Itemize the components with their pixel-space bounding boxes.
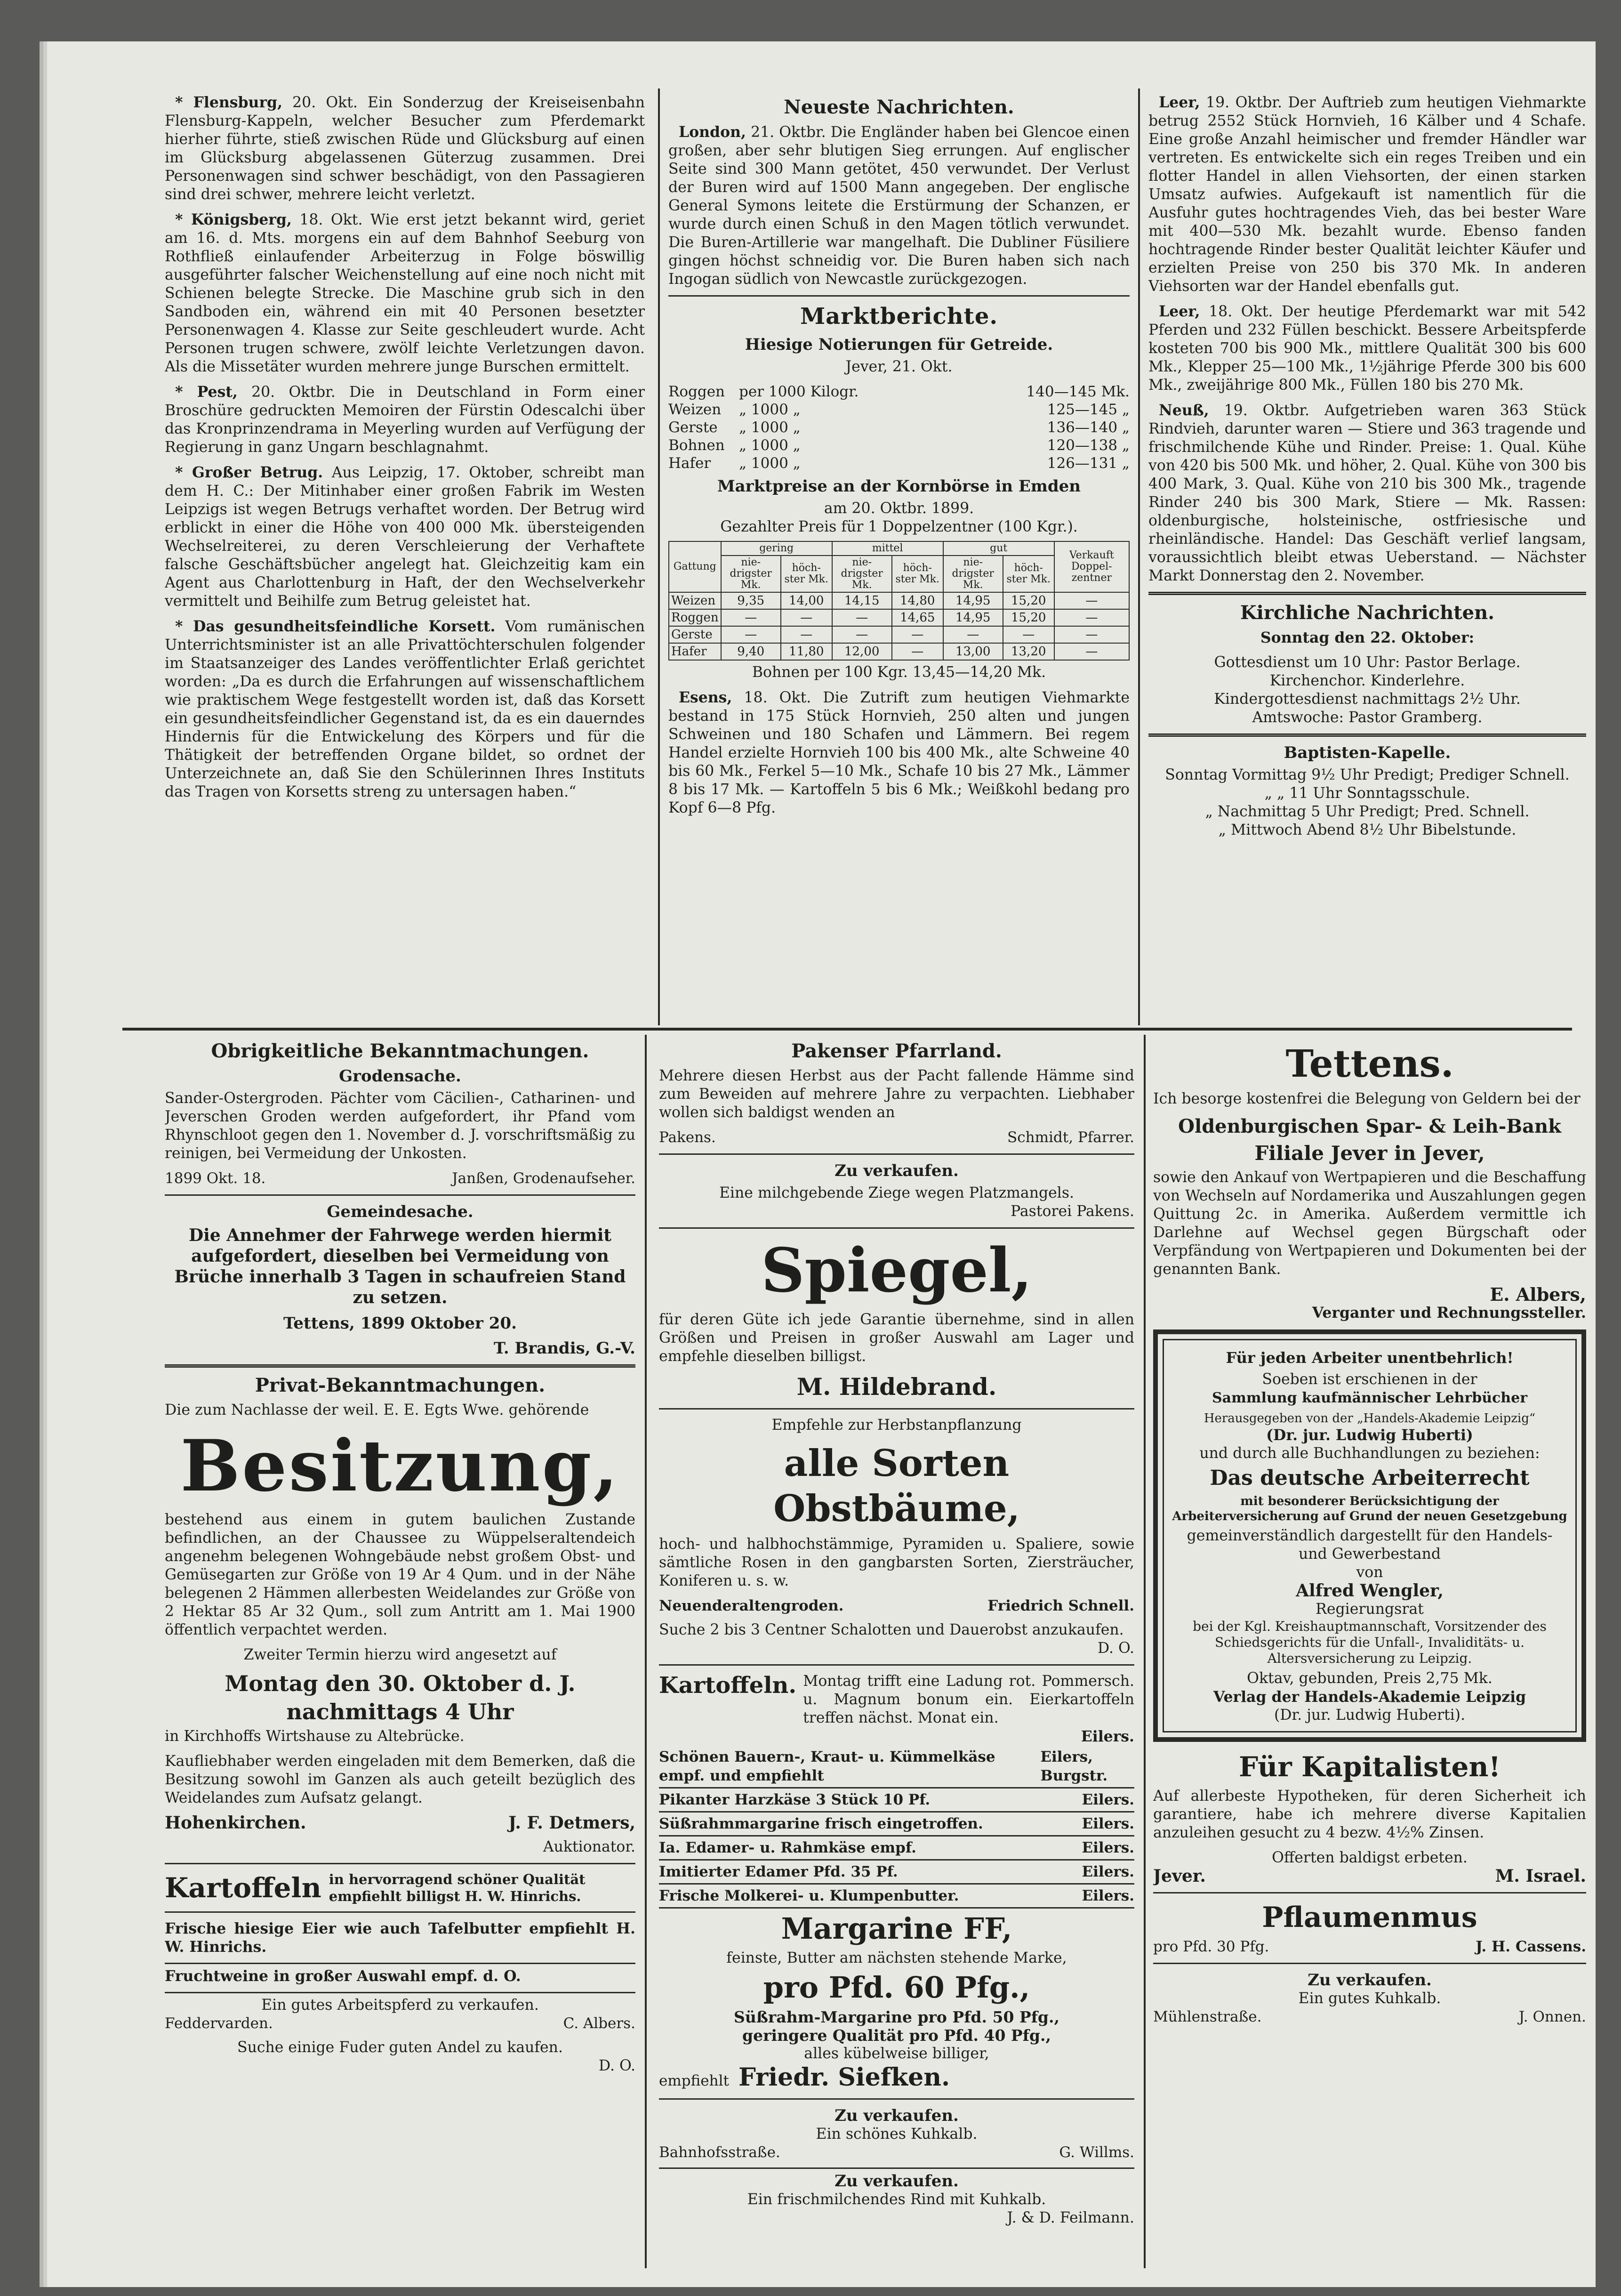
table-cell: — bbox=[832, 609, 892, 626]
grain-row bbox=[668, 401, 1130, 419]
tettens-text: Ich besorge kostenfrei die Belegung von Geldern bei der bbox=[1153, 1090, 1581, 1107]
ziege-text: Eine milchgebende Ziege wegen Platzmangels. bbox=[719, 1184, 1075, 1201]
termin-intro: Zweiter Termin hierzu wird angesetzt auf bbox=[243, 1646, 557, 1663]
gemeinde-heading: Gemeindesache. bbox=[327, 1202, 473, 1221]
markt-heading: Marktberichte. bbox=[800, 303, 998, 330]
privat-heading: Privat-Bekanntmachungen. bbox=[255, 1374, 546, 1396]
emden-heading: Marktpreise an der Kornbörse in Emden bbox=[717, 477, 1081, 496]
neueste-heading: Neueste Nachrichten. bbox=[784, 96, 1014, 118]
kapital-signature: Jever. M. Israel. bbox=[1153, 1866, 1586, 1886]
kartoffel-text: Montag trifft eine Ladung rot. Pommersch. u. Magnum bonum ein. Eierkartoffeln treffen nächst. Monat ein. bbox=[803, 1673, 1134, 1726]
pflaumen-headline: Pflaumenmus bbox=[1262, 1901, 1477, 1934]
kartoffeln-text: in hervorragend schöner Qualität empfiehlt billigst H. W. Hinrichs. bbox=[329, 1871, 586, 1904]
kartoffeln-ad bbox=[165, 1871, 635, 1905]
table-cell-gattung: Gerste bbox=[669, 626, 721, 643]
box-line-2: Sammlung kaufmännischer Lehrbücher bbox=[1212, 1390, 1528, 1406]
grain-name: Weizen bbox=[668, 401, 722, 418]
kirch-lines-line: Kindergottesdienst nachmittags 2½ Uhr. bbox=[1214, 691, 1521, 708]
grain-unit: „ 1000 „ bbox=[739, 455, 801, 472]
divider bbox=[659, 1664, 1134, 1666]
table-cell: 15,20 bbox=[1003, 592, 1054, 609]
divider bbox=[659, 1227, 1134, 1229]
table-head-low: nie-drigster Mk. bbox=[832, 556, 892, 592]
ads-column-1 bbox=[165, 1037, 635, 2271]
besitz-text: bestehend aus einem in gutem baulichen Zustande befindlichen, an der Chaussee zu Wüppelseraltendeich angenehm belegenen Wohngebäude nebst großem Obst- und Gemüsegarten zur Größe von 19 Ar 4 Qum. und in der Nähe belegenen 2 Hämmen allerbesten Weidelandes zur Größe von 2 Hektar 85 Ar 32 Qum., soll zum Antritt am 1. Mai 1900 öffentlich verpachtet werden. bbox=[165, 1511, 635, 1638]
news-flensburg: * Flensburg, 20. Okt. Ein Sonderzug der Kreiseisenbahn Flensburg-Kappeln, welcher Besucher zum Pferdemarkt hierher führte, stieß zwischen Rüde und Glücksburg auf einen im Glücksburg abgelassenen Güterzug zusammen. Drei Personenwagen sind schwer beschädigt, von den Passagieren sind drei schwer, mehrere leicht verletzt. bbox=[165, 94, 645, 203]
grain-unit: „ 1000 „ bbox=[739, 401, 801, 418]
margarine-line-2: Süßrahm-Margarine pro Pfd. 50 Pfg., bbox=[734, 2008, 1059, 2026]
ziege-signature: Pastorei Pakens. bbox=[1011, 1203, 1134, 1220]
grain-price: 126—131 „ bbox=[1047, 455, 1130, 472]
margarine-line-4: alles kübelweise billiger, bbox=[804, 2045, 989, 2062]
box-line-5: und durch alle Buchhandlungen zu beziehen: bbox=[1199, 1445, 1540, 1462]
table-cell: 15,20 bbox=[1003, 609, 1054, 626]
table-head-high: höch-ster Mk. bbox=[781, 556, 832, 592]
kartoffel-signature: Eilers. bbox=[1081, 1728, 1134, 1745]
box-line-6: mit besonderer Berücksichtigung der Arbeiterversicherung auf Grund der neuen Gesetzgebung bbox=[1172, 1494, 1567, 1523]
grain-unit: „ 1000 „ bbox=[739, 437, 801, 454]
news-betrug: * Großer Betrug. Aus Leipzig, 17. Oktober, schreibt man dem H. C.: Der Mitinhaber einer großen Fabrik im Westen Leipzigs ist wegen Betrugs verhaftet worden. Der Betrug wird erblickt in einer die Höhe von 400 000 Mk. übersteigenden Wechselreiterei, zu deren Verschleierung der Verhaftete falsche Geschäftsbücher angelegt hat. Gleichzeitig kam ein Agent aus Charlottenburg in Haft, der den Wechselverkehr vermittelt und Beihilfe zum Betrug geleistet hat. bbox=[165, 464, 645, 610]
news-column-3 bbox=[1148, 93, 1586, 1023]
table-cell-gattung: Weizen bbox=[669, 592, 721, 609]
pferd-ad: Ein gutes Arbeitspferd zu verkaufen. bbox=[261, 1997, 539, 2014]
newspaper-page bbox=[47, 41, 1596, 2287]
schalotten-signature: D. O. bbox=[1097, 1640, 1134, 1657]
box-line-7: gemeinverständlich dargestellt für den Handels- und Gewerbestand bbox=[1187, 1527, 1553, 1563]
margarine-headline: Margarine FF, bbox=[781, 1911, 1012, 1946]
news-pest: * Pest, 20. Oktbr. Die in Deutschland in Form einer Broschüre gedruckten Memoiren der Fürstin Odescalchi über das Kronprinzendrama in Meyerling wurden auf Verfügung der Regierung in ganz Ungarn beschlagnahmt. bbox=[165, 383, 645, 456]
termin-place: in Kirchhoffs Wirtshause zu Altebrücke. bbox=[165, 1728, 465, 1745]
column-rule-1 bbox=[658, 89, 660, 1025]
box-title: Das deutsche Arbeiterrecht bbox=[1210, 1466, 1530, 1490]
harz-ad: Pikanter Harzkäse 3 Stück 10 Pf. Eilers. bbox=[659, 1788, 1134, 1813]
grain-name: Hafer bbox=[668, 455, 711, 472]
table-head-gattung: Gattung bbox=[669, 541, 721, 592]
kapital-line-2: Offerten baldigst erbeten. bbox=[1272, 1849, 1468, 1866]
baptist-lines-line: „ „ 11 Uhr Sonntagsschule. bbox=[1264, 785, 1470, 802]
table-head-high: höch-ster Mk. bbox=[1003, 556, 1054, 592]
table-head-low: nie-drigster Mk. bbox=[943, 556, 1003, 592]
table-cell: — bbox=[1054, 626, 1129, 643]
obst-intro: Empfehle zur Herbstanpflanzung bbox=[771, 1417, 1022, 1434]
emden-subtitle: Gezahlter Preis für 1 Doppelzentner (100 Kgr.). bbox=[720, 518, 1078, 535]
baptist-lines-line: „ Nachmittag 5 Uhr Predigt; Pred. Schnell. bbox=[1205, 803, 1530, 820]
bank-role: Verganter und Rechnungssteller. bbox=[1312, 1304, 1586, 1321]
news-esens: Esens, 18. Okt. Die Zutrift zum heutigen Viehmarkte bestand in 175 Stück Hornvieh, 250 alten und jungen Schweinen und 180 Schafen und Lämmern. Bei regem Handel erzielte Hornvieh 100 bis 400 Mk., alte Schweine 40 bis 60 Mk., Ferkel 5—10 Mk., Schafe 10 bis 27 Mk., Lämmer 8 bis 17 Mk. — Kartoffeln 5 bis 6 Mk.; Weißkohl bedang pro Kopf 6—8 Pfg. bbox=[668, 689, 1130, 816]
table-cell: — bbox=[781, 626, 832, 643]
table-cell: 9,35 bbox=[721, 592, 781, 609]
kapital-headline: Für Kapitalisten! bbox=[1238, 1751, 1501, 1783]
divider bbox=[1148, 592, 1586, 595]
bank-branch: Filiale Jever in Jever, bbox=[1254, 1142, 1485, 1165]
table-cell: 14,15 bbox=[832, 592, 892, 609]
notierungen-date: Jever, 21. Okt. bbox=[845, 358, 953, 375]
table-cell: — bbox=[892, 626, 943, 643]
rind-heading: Zu verkaufen. bbox=[835, 2172, 959, 2191]
divider bbox=[165, 1963, 635, 1964]
groden-signature: 1899 Okt. 18. Janßen, Grodenaufseher. bbox=[165, 1170, 635, 1187]
edamer-ad: Ia. Edamer- u. Rahmkäse empf. Eilers. bbox=[659, 1837, 1134, 1861]
andel-ad: Suche einige Fuder guten Andel zu kaufen. bbox=[237, 2039, 563, 2056]
emden-table-body bbox=[669, 592, 1129, 660]
divider bbox=[1153, 1963, 1586, 1964]
rind-text: Ein frischmilchendes Rind mit Kuhkalb. bbox=[747, 2191, 1046, 2208]
divider bbox=[659, 2167, 1134, 2169]
rind-signature: J. & D. Feilmann. bbox=[1007, 2209, 1134, 2226]
news-korsett: * Das gesundheitsfeindliche Korsett. Vom rumänischen Unterrichtsminister ist an alle Privattöchterschulen folgender im Staatsanzeiger des Landes veröffentlichter Erlaß gerichtet worden: „Da es durch die Erfahrungen auf wissenschaftlichem wie praktischem Wege festgestellt worden ist, daß das Korsett ein gesundheitsfeindlicher Gegenstand ist, da es ein dauerndes Hindernis für die Entwickelung des Körpers und für die Thätigkeit der betreffenden Organe bildet, so ordnet der Unterzeichnete an, daß Sie den Schülerinnen Ihres Instituts das Tragen von Korsetts streng zu untersagen haben.“ bbox=[165, 618, 645, 800]
ads-rule-2 bbox=[1144, 1035, 1146, 2268]
kapital-text: Auf allerbeste Hypotheken, für deren Sicherheit ich garantiere, habe ich mehrere diverse Kapitalien anzuleihen gesucht zu 4 bezw. 4½% Zinsen. bbox=[1153, 1788, 1586, 1841]
section-rule bbox=[122, 1028, 1572, 1031]
obst-headline: alle Sorten Obstbäume, bbox=[773, 1442, 1020, 1530]
divider bbox=[165, 1863, 635, 1864]
grain-price: 120—138 „ bbox=[1047, 437, 1130, 454]
grain-row bbox=[668, 383, 1130, 401]
kuhkalb-text: Ein gutes Kuhkalb. bbox=[1298, 1990, 1441, 2007]
table-cell: 14,00 bbox=[781, 592, 832, 609]
kartoffeln-headline: Kartoffeln bbox=[165, 1872, 321, 1904]
grain-name: Roggen bbox=[668, 383, 725, 400]
obst-signature: Neuenderaltengroden. Friedrich Schnell. bbox=[659, 1597, 1134, 1614]
divider bbox=[659, 1153, 1134, 1155]
termin-text: Kaufliebhaber werden eingeladen mit dem Bemerken, daß die Besitzung sowohl im Ganzen als auch geteilt bezüglich des Weidelandes zum Aufsatz gelangt. bbox=[165, 1753, 635, 1806]
table-cell: — bbox=[1054, 609, 1129, 626]
ads-column-2 bbox=[659, 1037, 1134, 2271]
table-head-low: nie-drigster Mk. bbox=[721, 556, 781, 592]
table-row bbox=[669, 592, 1129, 609]
news-leer-2: Leer, 18. Okt. Der heutige Pferdemarkt war mit 542 Pferden und 232 Füllen beschickt. Bessere Arbeitspferde kosteten 700 bis 900 Mk., mittlere Qualität 300 bis 600 Mk., Klepper 25—100 Mk., 1½jährige Pferde 300 bis 600 Mk., zweijährige 800 Mk., Füllen 180 bis 270 Mk. bbox=[1148, 303, 1586, 394]
table-cell: 11,80 bbox=[781, 643, 832, 660]
pfarr-text: Mehrere diesen Herbst aus der Pacht fallende Hämme sind zum Beweiden auf mehrere Jahre zu verpachten. Liebhaber wollen sich baldigst wenden an bbox=[659, 1067, 1134, 1121]
spiegel-text: für deren Güte ich jede Garantie übernehme, sind in allen Größen und Preisen in großer Auswahl am Lager und empfehle dieselben billigst. bbox=[659, 1311, 1134, 1365]
divider bbox=[659, 1408, 1134, 1410]
kirch-lines-line: Amtswoche: Pastor Gramberg. bbox=[1252, 709, 1483, 726]
groden-heading: Grodensache. bbox=[339, 1067, 461, 1086]
table-cell: — bbox=[943, 626, 1003, 643]
kirch-heading: Kirchliche Nachrichten. bbox=[1240, 602, 1495, 624]
divider bbox=[668, 295, 1130, 297]
grain-price-list bbox=[668, 383, 1130, 472]
molkerei-ad: Frische Molkerei- u. Klumpenbutter. Eilers. bbox=[659, 1885, 1134, 1909]
kartoffel-headline: Kartoffeln. bbox=[659, 1672, 797, 1699]
eier-ad: Frische hiesige Eier wie auch Tafelbutter empfiehlt H. W. Hinrichs. bbox=[165, 1920, 635, 1956]
table-head-verkauft: Verkauft Doppel-zentner bbox=[1054, 541, 1129, 592]
grain-name: Bohnen bbox=[668, 437, 725, 454]
table-cell: — bbox=[1003, 626, 1054, 643]
notierungen-heading: Hiesige Notierungen für Getreide. bbox=[745, 335, 1053, 354]
divider bbox=[165, 1194, 635, 1196]
bank-text: sowie den Ankauf von Wertpapieren und die Beschaffung von Wechseln auf Nordamerika und Auszahlungen gegen Quittung 2c. in Amerika. Außerdem vermittle ich Darlehne auf Wechsel gegen Bürgschaft oder Verpfändung von Wertpapieren und Dokumenten bei der genannten Bank. bbox=[1153, 1169, 1586, 1278]
table-cell: — bbox=[721, 609, 781, 626]
box-line-4: (Dr. jur. Ludwig Huberti) bbox=[1266, 1426, 1473, 1444]
grain-unit: „ 1000 „ bbox=[739, 419, 801, 436]
obrig-heading: Obrigkeitliche Bekanntmachungen. bbox=[211, 1040, 589, 1062]
bank-signature: E. Albers, bbox=[1490, 1284, 1586, 1305]
gemeinde-text: Die Annehmer der Fahrwege werden hiermit aufgefordert, dieselben bei Vermeidung von Brüche innerhalb 3 Tagen in schaufreien Stand zu setzen. bbox=[174, 1225, 626, 1307]
box-line-12: Verlag der Handels-Akademie Leipzig bbox=[1213, 1688, 1526, 1706]
ads-column-3 bbox=[1153, 1037, 1586, 2271]
table-cell-gattung: Hafer bbox=[669, 643, 721, 660]
kalb-text: Ein schönes Kuhkalb. bbox=[816, 2126, 978, 2143]
table-cell: 14,80 bbox=[892, 592, 943, 609]
margarine-text: feinste, Butter am nächsten stehende Marke, bbox=[726, 1950, 1067, 1966]
kalb-heading: Zu verkaufen. bbox=[835, 2106, 959, 2125]
divider bbox=[1153, 1892, 1586, 1893]
kuhkalb-signature: Mühlenstraße. J. Onnen. bbox=[1153, 2008, 1586, 2025]
box-line-8: von bbox=[1356, 1564, 1383, 1581]
box-line-9: Regierungsrat bbox=[1316, 1601, 1424, 1618]
spiegel-headline: Spiegel, bbox=[761, 1235, 1033, 1306]
box-line-1: Soeben ist erschienen in der bbox=[1262, 1371, 1477, 1388]
kirch-sunday: Sonntag den 22. Oktober: bbox=[1260, 629, 1475, 646]
baptist-heading: Baptisten-Kapelle. bbox=[1284, 743, 1451, 762]
table-head-high: höch-ster Mk. bbox=[892, 556, 943, 592]
box-line-3: Herausgegeben von der „Handels-Akademie Leipzig“ bbox=[1204, 1411, 1536, 1426]
table-cell: — bbox=[781, 609, 832, 626]
kuhkalb-heading: Zu verkaufen. bbox=[1308, 1971, 1432, 1990]
pfarr-heading: Pakenser Pfarrland. bbox=[791, 1040, 1002, 1062]
table-cell: 14,95 bbox=[943, 609, 1003, 626]
kirch-lines bbox=[1148, 653, 1586, 727]
andel-signature: D. O. bbox=[598, 2057, 635, 2074]
news-london: London, 21. Oktbr. Die Engländer haben bei Glencoe einen großen, aber sehr blutigen Sieg errungen. Auf englischer Seite sind 300 Mann getötet, 450 verwundet. Der Verlust der Buren wird auf 1500 Mann angegeben. Der englische General Symons leitete die Erstürmung der Schanzen, er wurde durch einen Schuß in den Magen tötlich verwundet. Die Buren-Artillerie war mangelhaft. Die Dubliner Füsiliere gingen höchst schneidig vor. Die Buren haben sich nach Ingogan südlich von Newcastle zurückgezogen. bbox=[668, 123, 1130, 288]
box-line-13: (Dr. jur. Ludwig Huberti). bbox=[1274, 1707, 1466, 1724]
table-cell: — bbox=[832, 626, 892, 643]
tettens-headline: Tettens. bbox=[1285, 1041, 1454, 1086]
table-cell: — bbox=[721, 626, 781, 643]
kirch-lines-line: Gottesdienst um 10 Uhr: Pastor Berlage. bbox=[1214, 654, 1521, 671]
bohnen-line: Bohnen per 100 Kgr. 13,45—14,20 Mk. bbox=[752, 664, 1046, 681]
divider bbox=[1148, 733, 1586, 737]
news-column-1 bbox=[165, 93, 645, 1023]
table-cell-gattung: Roggen bbox=[669, 609, 721, 626]
table-row bbox=[669, 609, 1129, 626]
table-cell: 14,95 bbox=[943, 592, 1003, 609]
besitz-headline: Besitzung, bbox=[180, 1425, 620, 1507]
grain-row bbox=[668, 419, 1130, 436]
termin-signature: Hohenkirchen. J. F. Detmers, bbox=[165, 1813, 635, 1833]
grain-row bbox=[668, 454, 1130, 472]
groden-text: Sander-Ostergroden. Pächter vom Cäcilien-, Catharinen- und Jeverschen Groden werden aufgefordert, ihr Pfand vom Rhynschloot gegen den 1. November d. J. vorschriftsmäßig zu reinigen, bei Vermeidung der Unkosten. bbox=[165, 1090, 635, 1162]
column-rule-2 bbox=[1138, 89, 1140, 1025]
pflaumen-signature: pro Pfd. 30 Pfg. J. H. Cassens. bbox=[1153, 1938, 1586, 1955]
divider bbox=[165, 1364, 635, 1368]
box-head: Für jeden Arbeiter unentbehrlich! bbox=[1226, 1349, 1514, 1367]
baptist-lines-line: „ Mittwoch Abend 8½ Uhr Bibelstunde. bbox=[1218, 822, 1517, 838]
kartoffel-ad bbox=[659, 1672, 1134, 1727]
obst-text: hoch- und halbhochstämmige, Pyramiden u. Spaliere, sowie sämtliche Rosen in den gangbarsten Sorten, Ziersträucher, Koniferen u. s. w. bbox=[659, 1536, 1134, 1589]
gemeinde-signature: T. Brandis, G.-V. bbox=[493, 1339, 635, 1358]
table-head-gering: gering bbox=[721, 541, 832, 556]
margarine-price: pro Pfd. 60 Pfg., bbox=[763, 1970, 1030, 2005]
besitz-intro: Die zum Nachlasse der weil. E. E. Egts Wwe. gehörende bbox=[165, 1402, 589, 1418]
news-column-2 bbox=[668, 93, 1130, 1023]
table-cell: 13,00 bbox=[943, 643, 1003, 660]
termin-date: Montag den 30. Oktober d. J. bbox=[225, 1671, 576, 1696]
table-cell: 12,00 bbox=[832, 643, 892, 660]
box-line-10: bei der Kgl. Kreishauptmannschaft, Vorsitzender des Schiedsgerichts für die Unfall-, Invaliditäts- u. Altersversicherung zu Leipzig. bbox=[1193, 1619, 1547, 1666]
box-line-11: Oktav, gebunden, Preis 2,75 Mk. bbox=[1247, 1670, 1493, 1687]
termin-time: nachmittags 4 Uhr bbox=[286, 1699, 514, 1724]
table-cell: — bbox=[892, 643, 943, 660]
table-cell: 13,20 bbox=[1003, 643, 1054, 660]
grain-price: 136—140 „ bbox=[1047, 419, 1130, 436]
margarine-line-3: geringere Qualität pro Pfd. 40 Pfg., bbox=[742, 2026, 1051, 2045]
suessrahm-ad: Süßrahmmargarine frisch eingetroffen. Eilers. bbox=[659, 1813, 1134, 1837]
grain-row bbox=[668, 436, 1130, 454]
table-head-mittel: mittel bbox=[832, 541, 943, 556]
table-row bbox=[669, 626, 1129, 643]
divider bbox=[165, 1911, 635, 1913]
bank-headline: Oldenburgischen Spar- & Leih-Bank bbox=[1178, 1115, 1561, 1137]
gemeinde-date: Tettens, 1899 Oktober 20. bbox=[283, 1314, 517, 1333]
baptist-lines-line: Sonntag Vormittag 9½ Uhr Predigt; Prediger Schnell. bbox=[1165, 766, 1570, 783]
arbeiterrecht-inner bbox=[1163, 1339, 1577, 1732]
kalb-signature: Bahnhofsstraße. G. Willms. bbox=[659, 2144, 1134, 2161]
termin-role: Auktionator. bbox=[543, 1838, 635, 1855]
arbeiterrecht-ad bbox=[1153, 1329, 1586, 1742]
pfarr-signature: Pakens. Schmidt, Pfarrer. bbox=[659, 1129, 1134, 1146]
margarine-signature: empfiehlt Friedr. Siefken. bbox=[659, 2063, 950, 2092]
schalotten-ad: Suche 2 bis 3 Centner Schalotten und Dauerobst anzukaufen. bbox=[659, 1621, 1124, 1638]
grain-price: 125—145 „ bbox=[1047, 401, 1130, 418]
grain-price: 140—145 Mk. bbox=[1026, 383, 1130, 400]
table-row bbox=[669, 643, 1129, 660]
kaese-ad: Schönen Bauern-, Kraut- u. Kümmelkäse empf. und empfiehlt Eilers, Burgstr. bbox=[659, 1746, 1134, 1788]
baptist-lines bbox=[1148, 766, 1586, 839]
box-author: Alfred Wengler, bbox=[1296, 1581, 1444, 1601]
divider bbox=[165, 1992, 635, 1993]
ads-rule-1 bbox=[645, 1035, 647, 2268]
table-cell: — bbox=[1054, 643, 1129, 660]
divider bbox=[659, 2098, 1134, 2100]
table-head-gut: gut bbox=[943, 541, 1054, 556]
table-cell: 14,65 bbox=[892, 609, 943, 626]
kirch-lines-line: Kirchenchor. Kinderlehre. bbox=[1269, 672, 1465, 689]
emden-price-table bbox=[668, 541, 1130, 661]
news-koenigsberg: * Königsberg, 18. Okt. Wie erst jetzt bekannt wird, geriet am 16. d. Mts. morgens ein auf dem Bahnhof Seeburg von Rothfließ einlaufender Arbeiterzug in Folge böswillig ausgeführter falscher Weichenstellung auf eine noch nicht mit Schienen belegte Strecke. Die Maschine grub sich in den Sandboden ein, während ein mit 40 Personen besetzter Personenwagen 4. Klasse zur Seite geschleudert wurde. Acht Personen trugen schwere, zwölf leichte Verletzungen davon. Als die Missetäter wurden mehrere junge Burschen ermittelt. bbox=[165, 211, 645, 375]
frucht-ad: Fruchtweine in großer Auswahl empf. d. O. bbox=[165, 1967, 521, 1985]
table-cell: — bbox=[1054, 592, 1129, 609]
spiegel-signature: M. Hildebrand. bbox=[796, 1373, 997, 1401]
imitiert-ad: Imitierter Edamer Pfd. 35 Pf. Eilers. bbox=[659, 1861, 1134, 1885]
news-leer-1: Leer, 19. Oktbr. Der Auftrieb zum heutigen Viehmarkte betrug 2552 Stück Hornvieh, 16 Kälber und 4 Schafe. Eine große Anzahl heimischer und fremder Händler war vertreten. Es entwickelte sich ein reges Treiben und ein flotter Handel in allen Viehsorten, der einen starken Umsatz aufwies. Aufgekauft ist namentlich für die Ausfuhr gutes hochtragendes Vieh, das bei bester Ware mit 400—530 Mk. bezahlt wurde. Ebenso fanden hochtragende Rinder bester Qualität leichter Käufer und erzielten Preise von 250 bis 370 Mk. In anderen Viehsorten war der Handel ebenfalls gut. bbox=[1148, 94, 1586, 295]
emden-date: am 20. Oktbr. 1899. bbox=[824, 500, 974, 517]
news-neuss: Neuß, 19. Oktbr. Aufgetrieben waren 363 Stück Rindvieh, darunter waren — Stiere und 363 tragende und frischmilchende Kühe und Rinder. Preise: 1. Qual. Kühe von 420 bis 500 Mk. und höher, 2. Qual. Kühe von 300 bis 400 Mark, 3. Qual. Kühe von 210 bis 300 Mk., tragende Rinder 240 bis 300 Mark, Stiere — Mk. Rassen: oldenburgische, holsteinische, ostfriesische und rheinländische. Handel: Das Geschäft verlief langsam, voraussichtlich bleibt etwas Ueberstand. — Nächster Markt Donnerstag den 2. November. bbox=[1148, 402, 1586, 584]
grain-name: Gerste bbox=[668, 419, 718, 436]
ziege-heading: Zu verkaufen. bbox=[835, 1161, 959, 1180]
pferd-signature: Feddervarden. C. Albers. bbox=[165, 2015, 635, 2032]
table-cell: 9,40 bbox=[721, 643, 781, 660]
grain-unit: per 1000 Kilogr. bbox=[739, 383, 859, 400]
